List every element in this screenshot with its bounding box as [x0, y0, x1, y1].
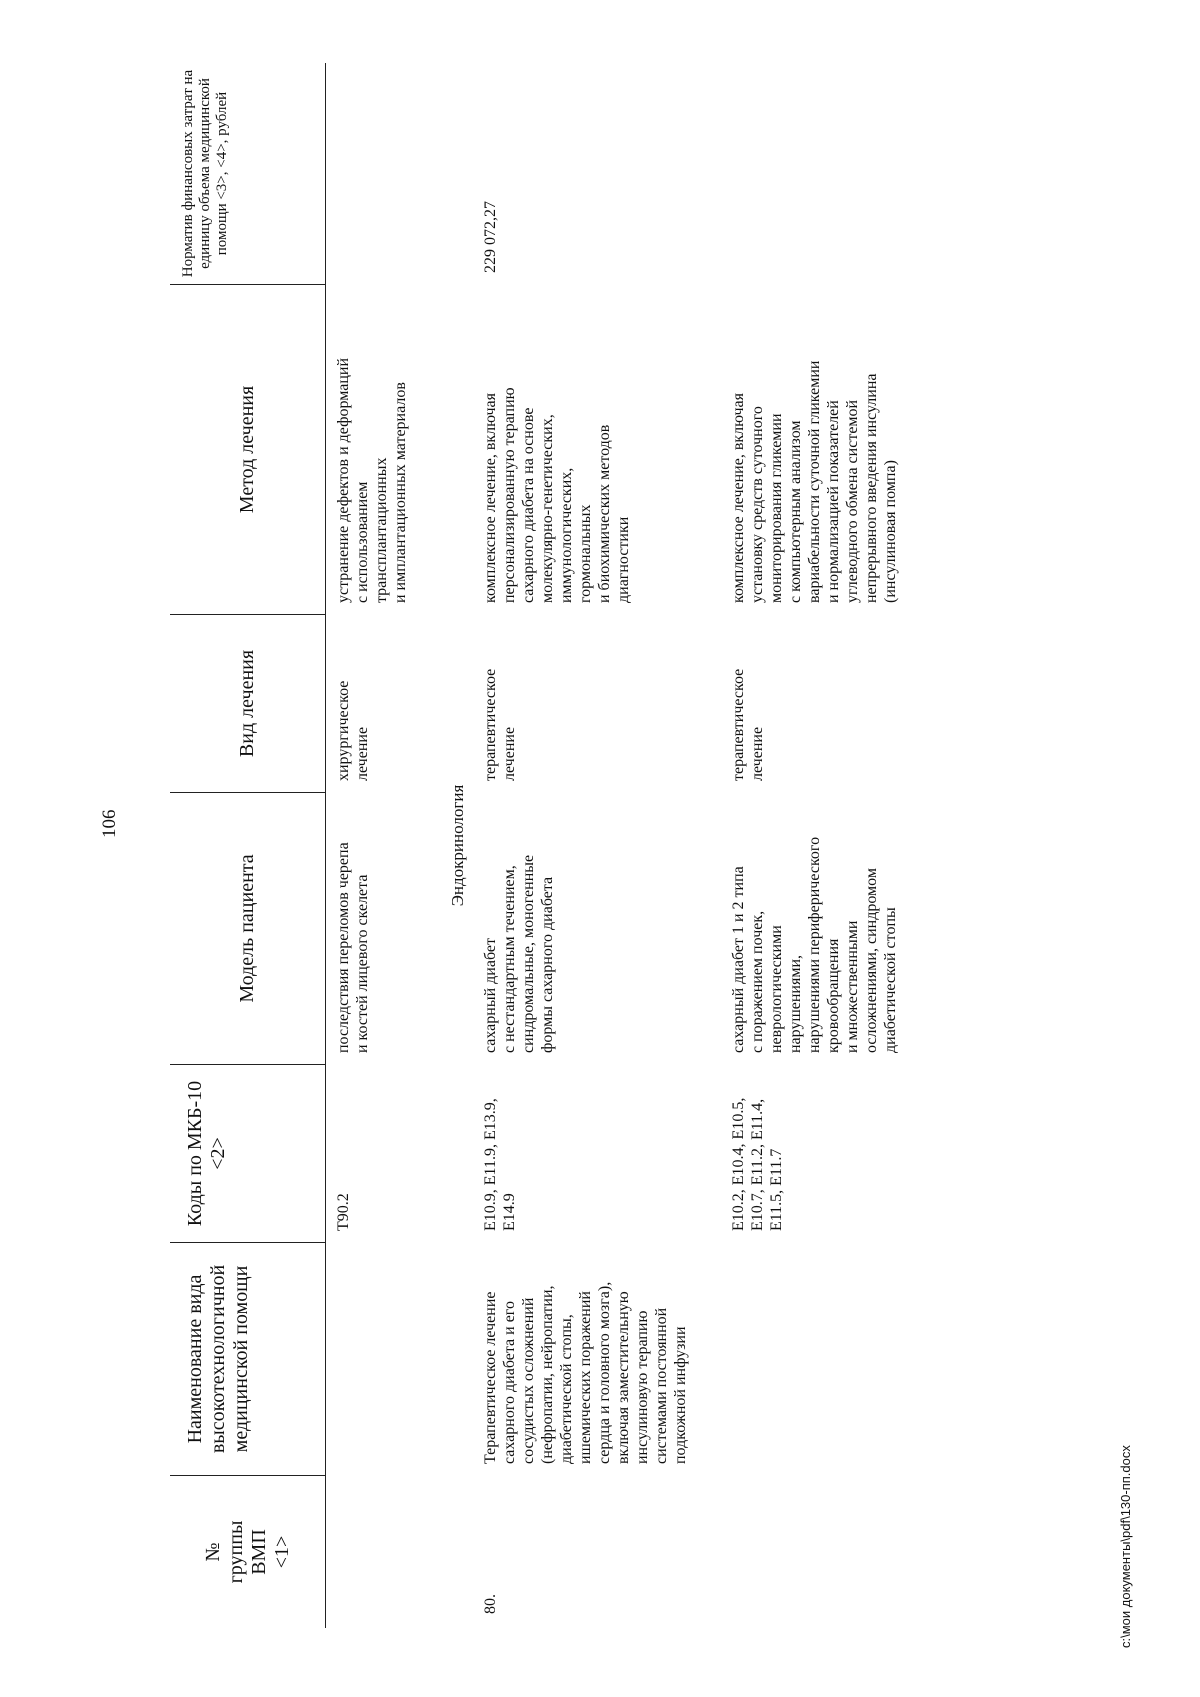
header-vmp-name: Наименование вида высокотехнологичной медицинской помощи	[170, 1243, 326, 1476]
row2-treatment-type: терапевтическое лечение	[482, 668, 518, 781]
row1-model: последствия переломов черепа и костей лицевого скелета	[335, 842, 371, 1053]
header-icd-codes: Коды по МКБ-10 <2>	[170, 1065, 326, 1243]
section-title-endocrinology: Эндокринология	[448, 784, 467, 907]
row1-treatment-type: хирургическое лечение	[335, 680, 371, 781]
row3-treatment-type: терапевтическое лечение	[730, 668, 766, 781]
row3-cost	[721, 63, 1108, 285]
row2-cost: 229 072,27	[482, 201, 499, 273]
row2-num: 80.	[482, 1594, 499, 1614]
row2-model: сахарный диабет с нестандартным течением, синдромальные, моногенные формы сахарного диабета	[482, 854, 556, 1053]
header-group-number: № группы ВМП <1>	[170, 1476, 326, 1628]
row3-codes: E10.2, E10.4, E10.5, E10.7, E11.2, E11.4, E11.5, E11.7	[730, 1097, 785, 1231]
rotated-table-sheet	[170, 63, 1060, 1628]
header-cost-standard: Норматив финансовых затрат на единицу объема медицинской помощи <3>, <4>, рублей	[170, 63, 326, 285]
row2-codes: E10.9, E11.9, E13.9, E14.9	[482, 1098, 518, 1231]
row2-method: комплексное лечение, включая персонализированную терапию сахарного диабета на основе молекулярно-генетических, иммунологических, гормональных и биохимических методов диагностики	[482, 387, 632, 603]
row2-name: Терапевтическое лечение сахарного диабета и его сосудистых осложнений (нефропатии, нейропатии, диабетической стопы, ишемических поражений сердца и головного мозга), включая заместительную инсулиновую терапию системами постоянной подкожной инфузии	[482, 1281, 689, 1464]
row3-method: комплексное лечение, включая установку средств суточного мониторирования гликемии с компьютерным анализом вариабельности суточной гликемии и нормализацией показателей углеводного обмена системой непрерывного введения инсулина (инсулиновая помпа)	[730, 360, 899, 603]
row3-name	[721, 1243, 1108, 1476]
row3-model: сахарный диабет 1 и 2 типа с поражением почек, неврологическими нарушениями, нарушениями периферического кровообращения и множественными осложнениями, синдромом диабетической стопы	[730, 836, 899, 1053]
header-patient-model: Модель пациента	[170, 793, 326, 1065]
treatment-table	[170, 63, 1060, 1628]
footer-file-path: c:\мои документы\pdf\130-пп.docx	[1118, 1445, 1133, 1648]
row1-method: устранение дефектов и деформаций с использованием трансплантационных и имплантационных материалов	[335, 357, 409, 603]
row1-codes: T90.2	[335, 1193, 352, 1231]
page-number: 106	[99, 809, 120, 838]
header-treatment-type: Вид лечения	[170, 615, 326, 793]
header-treatment-method: Метод лечения	[170, 285, 326, 615]
row3-num	[721, 1476, 1108, 1628]
